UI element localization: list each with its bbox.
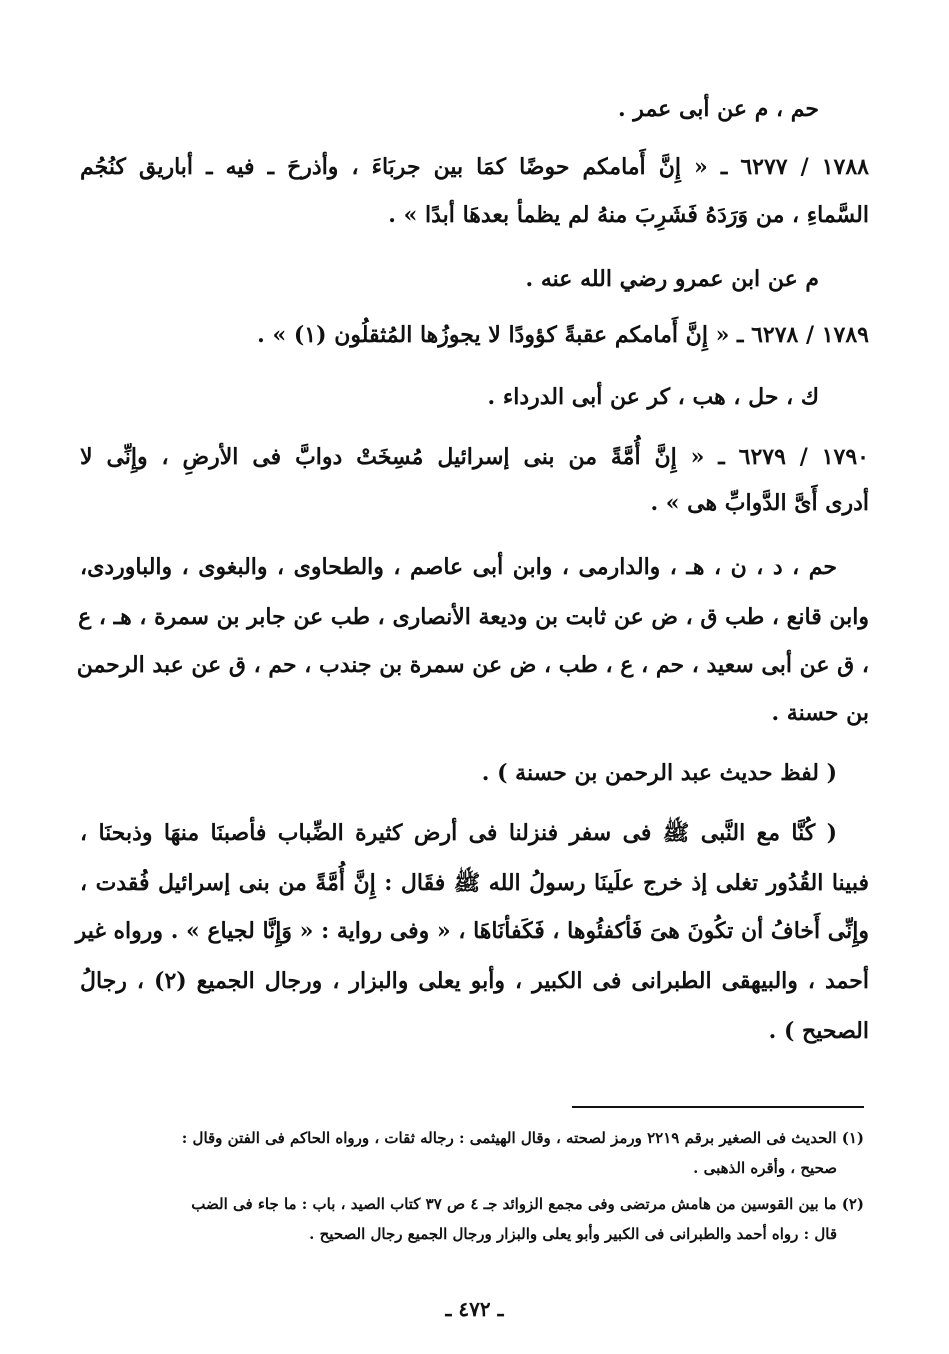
footnote-2-line-2: قال : رواه أحمد والطبرانى فى الكبير وأبو يعلى والبزار ورجال الجميع رجال الصحيح . — [309, 1225, 837, 1243]
narrative-line-4: أحمد ، والبيهقى الطبرانى فى الكبير ، وأبو يعلى والبزار ، ورجال الجميع (٢) ، رجالُ — [80, 968, 869, 994]
sources-line-2: وابن قانع ، طب ق ، ض عن ثابت بن وديعة الأنصارى ، طب عن جابر بن سمرة ، هـ ، ع — [78, 604, 869, 630]
footnote-1-line-1: (١) الحديث فى الصغير برقم ٢٢١٩ ورمز لصحته ، وقال الهيثمى : رجاله ثقات ، ورواه الحاكم فى الفتن وقال : — [181, 1129, 864, 1147]
source-line: حم ، م عن أبى عمر . — [617, 96, 819, 122]
sources-line-4: بن حسنة . — [771, 700, 869, 726]
hadith-1789-line-1: ١٧٨٩ / ٦٢٧٨ ـ « إِنَّ أَمامكم عقبةً كؤودًا لا يجوزُها المُثقلُون (١) » . — [257, 322, 869, 348]
hadith-1790-line-1: ١٧٩٠ / ٦٢٧٩ ـ « إِنَّ أُمَّةً من بنى إسرائيل مُسِخَتْ دوابَّ فى الأرضِ ، وإِنِّى لا — [80, 444, 869, 470]
hadith-1788-line-1: ١٧٨٨ / ٦٢٧٧ ـ « إِنَّ أَمامكم حوضًا كمَا بين جربَاءَ ، وأذرحَ ـ فيه ـ أباريق كنُجُم — [80, 154, 869, 180]
sources-line-1: حم ، د ، ن ، هـ ، والدارمى ، وابن أبى عاصم ، والطحاوى ، والبغوى ، والباوردى، — [80, 554, 837, 580]
footnote-separator — [572, 1106, 864, 1108]
hadith-1790-line-2: أدرى أَىَّ الدَّوابِّ هى » . — [650, 490, 869, 516]
narrative-line-1: ( كُنَّا مع النَّبى ﷺ فى سفر فنزلنا فى أرض كثيرة الضِّباب فأصبنَا منهَا وذبحنَا ، — [80, 820, 837, 846]
narrative-line-3: وإِنِّى أَخافُ أن تكُونَ هىَ فَأكفئُوها ، فَكَفأنَاهَا ، « وفى رواية : « وَإِنَّا لجياع » . ورواه غير — [75, 918, 869, 944]
source-line: م عن ابن عمرو رضي الله عنه . — [525, 266, 819, 292]
footnote-1-line-2: صحيح ، وأقره الذهبى . — [693, 1159, 837, 1177]
hadith-1788-line-2: السَّماءِ ، من وَرَدَهُ فَشَرِبَ منهُ لم يظمأ بعدهَا أبدًا » . — [388, 202, 869, 228]
narrative-line-5: الصحيح ) . — [768, 1018, 869, 1044]
narrative-line-2: فبينا القُدُور تغلى إذ خرج علَينَا رسولُ الله ﷺ فقَال : إِنَّ أُمَّةً من بنى إسرائيل فُقدت ، — [80, 870, 869, 896]
source-line: ك ، حل ، هب ، كر عن أبى الدرداء . — [487, 384, 819, 410]
wording-note: ( لفظ حديث عبد الرحمن بن حسنة ) . — [481, 760, 837, 786]
sources-line-3: ، ق عن أبى سعيد ، حم ، ع ، طب ، ض عن سمرة بن جندب ، حم ، ق عن عبد الرحمن — [76, 652, 869, 678]
footnote-2-line-1: (٢) ما بين القوسين من هامش مرتضى وفى مجمع الزوائد جـ ٤ ص ٣٧ كتاب الصيد ، باب : ما جاء فى الضب — [191, 1195, 864, 1213]
page-number: ـ ٤٧٢ ـ — [445, 1297, 504, 1321]
